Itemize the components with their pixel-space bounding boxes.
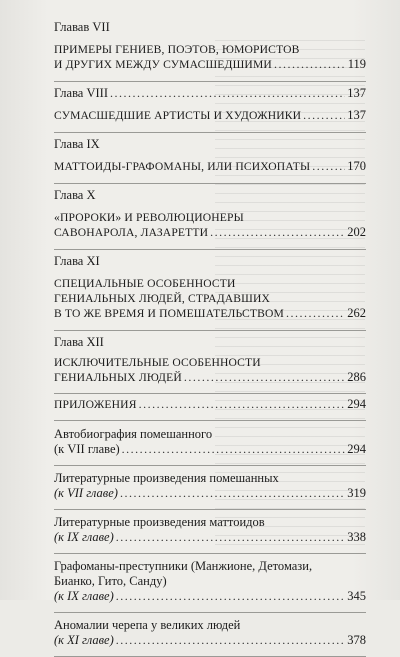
chapter-heading: Глава XI <box>54 254 100 268</box>
toc-dotted-line <box>54 57 366 72</box>
dot-leader <box>110 86 345 101</box>
dot-leader <box>122 442 346 457</box>
appendix-title: Автобиография помешанного <box>54 427 213 441</box>
chapter-title-line: В ТО ЖЕ ВРЕМЯ И ПОМЕШАТЕЛЬСТВОМ <box>54 307 284 320</box>
appendix-title: Аномалии черепа у великих людей <box>54 618 241 632</box>
dot-leader <box>120 486 345 501</box>
divider <box>54 249 366 250</box>
toc-dotted-line <box>54 589 366 604</box>
toc-dotted-line <box>54 225 366 240</box>
toc-entry-chapter-8 <box>54 86 366 123</box>
divider <box>54 612 366 613</box>
chapter-title-line: САВОНАРОЛА, ЛАЗАРЕТТИ <box>54 226 209 239</box>
toc-entry-chapter-12 <box>54 335 366 385</box>
toc-entry-chapter-10 <box>54 188 366 240</box>
toc-dotted-line <box>54 530 366 545</box>
appendix-note: (к IX главе) <box>54 530 114 544</box>
dot-leader <box>210 225 345 240</box>
dot-leader <box>312 159 345 174</box>
toc-dotted-line <box>54 159 366 174</box>
chapter-title-line: ГЕНИАЛЬНЫХ ЛЮДЕЙ, СТРАДАВШИХ <box>54 292 271 305</box>
chapter-heading: Глава XII <box>54 335 104 349</box>
chapter-title-line: ГЕНИАЛЬНЫХ ЛЮДЕЙ <box>54 371 182 384</box>
chapter-title-line: СУМАСШЕДШИЕ АРТИСТЫ И ХУДОЖНИКИ <box>54 109 302 122</box>
page-number: 345 <box>347 589 366 603</box>
chapter-heading: Глава VIII <box>54 86 108 100</box>
dot-leader <box>116 589 345 604</box>
divider <box>54 509 366 510</box>
chapter-title-line: И ДРУГИХ МЕЖДУ СУМАСШЕДШИМИ <box>54 58 272 71</box>
divider <box>54 465 366 466</box>
toc-entry-appendix-1 <box>54 427 366 457</box>
chapter-heading: Главав VII <box>54 20 110 34</box>
dot-leader <box>184 370 345 385</box>
toc-dotted-line <box>54 86 366 101</box>
appendix-note: (к VII главе) <box>54 442 120 456</box>
page-number: 378 <box>347 633 366 647</box>
appendix-title: Бианко, Гито, Санду) <box>54 574 167 588</box>
page-number: 137 <box>347 108 366 122</box>
page-number: 262 <box>347 306 366 320</box>
dot-leader <box>303 108 345 123</box>
dot-leader <box>116 633 345 648</box>
page-number: 294 <box>347 442 366 456</box>
toc-dotted-line <box>54 486 366 501</box>
page-number: 119 <box>347 57 366 71</box>
divider <box>54 420 366 421</box>
chapter-title-line: «ПРОРОКИ» И РЕВОЛЮЦИОНЕРЫ <box>54 211 244 224</box>
toc-dotted-line <box>54 108 366 123</box>
dot-leader <box>116 530 345 545</box>
chapter-heading: Глава X <box>54 188 96 202</box>
chapter-title-line: ИСКЛЮЧИТЕЛЬНЫЕ ОСОБЕННОСТИ <box>54 356 261 369</box>
section-title: ПРИЛОЖЕНИЯ <box>54 398 137 411</box>
toc-dotted-line <box>54 442 366 457</box>
toc-entry-chapter-9 <box>54 137 366 174</box>
page-number: 170 <box>347 159 366 173</box>
dot-leader <box>286 306 345 321</box>
page-number: 319 <box>347 486 366 500</box>
toc-entry-appendix-3 <box>54 515 366 545</box>
toc-entry-chapter-7 <box>54 20 366 72</box>
divider <box>54 132 366 133</box>
chapter-title-line: ПРИМЕРЫ ГЕНИЕВ, ПОЭТОВ, ЮМОРИСТОВ <box>54 43 300 56</box>
page-number: 202 <box>347 225 366 239</box>
appendix-title: Графоманы-преступники (Манжионе, Детомази, <box>54 559 313 573</box>
appendix-note: (к XI главе) <box>54 633 114 647</box>
toc-dotted-line <box>54 633 366 648</box>
toc-dotted-line <box>54 370 366 385</box>
divider <box>54 393 366 394</box>
chapter-heading: Глава IX <box>54 137 100 151</box>
toc-entry-appendix-2 <box>54 471 366 501</box>
dot-leader <box>139 397 346 412</box>
chapter-title-line: СПЕЦИАЛЬНЫЕ ОСОБЕННОСТИ <box>54 277 236 290</box>
divider <box>54 330 366 331</box>
divider <box>54 553 366 554</box>
divider <box>54 183 366 184</box>
page-number: 137 <box>347 86 366 100</box>
divider <box>54 81 366 82</box>
toc-dotted-line <box>54 306 366 321</box>
toc-entry-appendices <box>54 397 366 412</box>
toc-entry-appendix-5 <box>54 618 366 648</box>
toc-entry-appendix-4 <box>54 559 366 604</box>
appendix-note: (к VII главе) <box>54 486 118 500</box>
page-number: 294 <box>347 397 366 411</box>
appendix-title: Литературные произведения помешанных <box>54 471 279 485</box>
page-number: 338 <box>347 530 366 544</box>
chapter-title-line: МАТТОИДЫ-ГРАФОМАНЫ, ИЛИ ПСИХОПАТЫ <box>54 160 311 173</box>
dot-leader <box>274 57 346 72</box>
appendix-note: (к IX главе) <box>54 589 114 603</box>
toc-dotted-line <box>54 397 366 412</box>
appendix-title: Литературные произведения маттоидов <box>54 515 265 529</box>
table-of-contents <box>54 20 366 657</box>
toc-entry-chapter-11 <box>54 254 366 321</box>
page-number: 286 <box>347 370 366 384</box>
